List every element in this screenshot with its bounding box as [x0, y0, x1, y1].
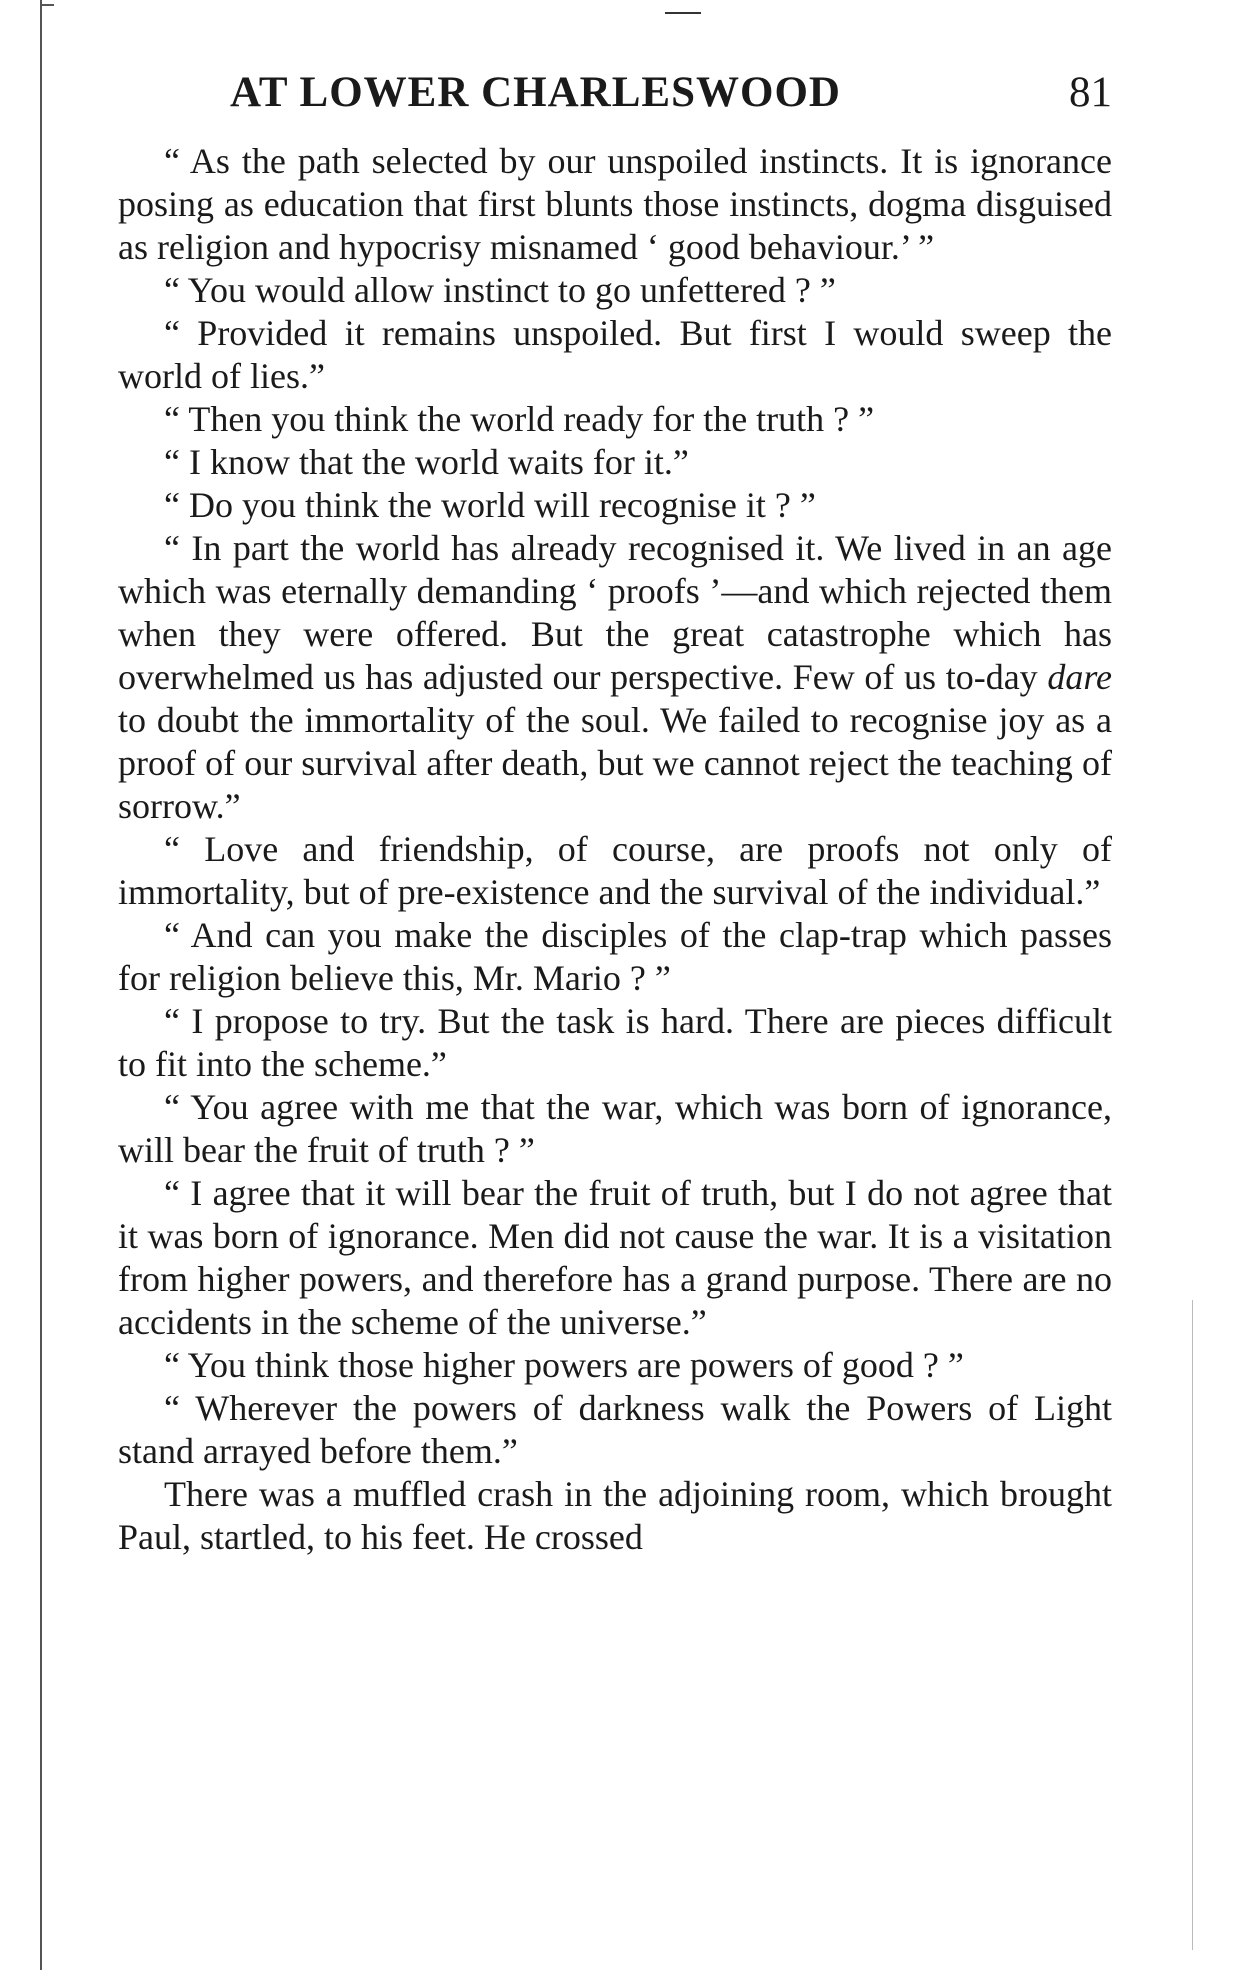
paragraph: “ Provided it remains unspoiled. But first I would sweep the world of lies.”: [118, 313, 1112, 396]
page-edge-line: [1192, 1300, 1193, 1950]
paragraph: “ Do you think the world will recognise it ? ”: [164, 485, 816, 525]
paragraph: “ Wherever the powers of darkness walk the Powers of Light stand arrayed before them.”: [118, 1388, 1112, 1471]
paragraph: “ As the path selected by our unspoiled instincts. It is ignorance posing as education that first blunts those instincts, dogma disguised as religion and hypocrisy misnamed ‘ good behaviour.’ ”: [118, 141, 1112, 267]
paragraph: “ You think those higher powers are powers of good ? ”: [164, 1345, 964, 1385]
paragraph: “ Then you think the world ready for the truth ? ”: [164, 399, 875, 439]
paragraph: [118, 527, 1112, 828]
binding-edge-tick: [40, 4, 54, 6]
running-title: AT LOWER CHARLESWOOD: [230, 69, 841, 116]
binding-edge-line: [40, 0, 42, 1970]
paragraph-text: “ In part the world has already recognised it. We lived in an age which was eternally demanding ‘ proofs ’—and which rejected them when they were offered. But the great catastrophe which has overwhelmed us has adjusted our perspective. Few of us to-day: [118, 528, 1112, 697]
top-dash-mark: [665, 12, 701, 14]
paragraph: “ You would allow instinct to go unfettered ? ”: [164, 270, 836, 310]
page-number: 81: [1069, 69, 1112, 116]
page-header: [230, 68, 1112, 128]
body-text: [118, 140, 1112, 1559]
paragraph: “ I agree that it will bear the fruit of truth, but I do not agree that it was born of ignorance. Men did not cause the war. It is a visitation from higher powers, and therefore has a grand purpose. There are no accidents in the scheme of the universe.”: [118, 1173, 1112, 1342]
paragraph: There was a muffled crash in the adjoining room, which brought Paul, startled, to his feet. He crossed: [118, 1474, 1112, 1557]
paragraph: “ Love and friendship, of course, are proofs not only of immortality, but of pre-existence and the survival of the individual.”: [118, 829, 1112, 912]
paragraph: “ I propose to try. But the task is hard. There are pieces difficult to fit into the scheme.”: [118, 1001, 1112, 1084]
emphasized-word: dare: [1047, 657, 1112, 697]
paragraph: “ You agree with me that the war, which was born of ignorance, will bear the fruit of truth ? ”: [118, 1087, 1112, 1170]
paragraph: “ I know that the world waits for it.”: [164, 442, 689, 482]
paragraph-text: to doubt the immortality of the soul. We failed to recognise joy as a proof of our survival after death, but we cannot reject the teaching of sorrow.”: [118, 700, 1112, 826]
paragraph: “ And can you make the disciples of the clap-trap which passes for religion believe this, Mr. Mario ? ”: [118, 915, 1112, 998]
